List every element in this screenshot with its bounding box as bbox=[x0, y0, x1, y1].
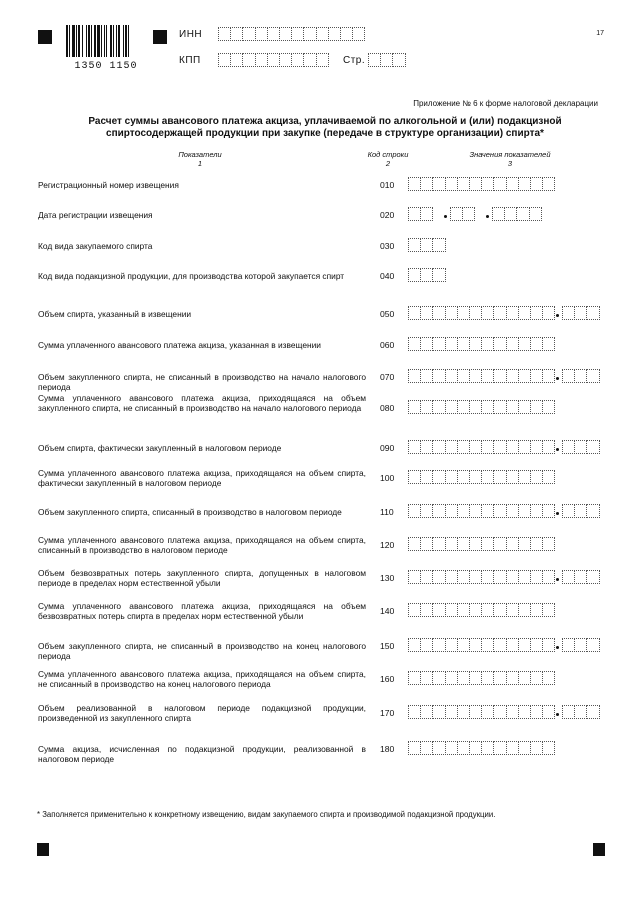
value-cell[interactable] bbox=[506, 369, 519, 383]
value-cell[interactable] bbox=[506, 337, 519, 351]
value-cell[interactable] bbox=[481, 369, 494, 383]
value-cell[interactable] bbox=[542, 369, 555, 383]
corner-marker-bottom-left bbox=[37, 843, 49, 856]
row-label: Регистрационный номер извещения bbox=[38, 180, 179, 190]
value-cell[interactable] bbox=[420, 400, 433, 414]
form-title-line-2: спиртосодержащей продукции при закупке (передаче в структуре организации) спирта* bbox=[106, 128, 544, 139]
value-cell[interactable] bbox=[493, 337, 506, 351]
value-cell[interactable] bbox=[506, 570, 519, 584]
barcode-bar bbox=[76, 25, 77, 57]
value-cell[interactable] bbox=[493, 369, 506, 383]
page-cell[interactable] bbox=[380, 53, 393, 67]
barcode-bar bbox=[104, 25, 105, 57]
corner-marker-top-left bbox=[38, 30, 52, 44]
date-month-cell[interactable] bbox=[462, 207, 475, 221]
value-cell[interactable] bbox=[506, 705, 519, 719]
value-cell[interactable] bbox=[481, 177, 494, 191]
value-cell[interactable] bbox=[481, 400, 494, 414]
row-label: Код вида закупаемого спирта bbox=[38, 241, 153, 251]
date-day-cell[interactable] bbox=[420, 207, 433, 221]
inn-cell[interactable] bbox=[352, 27, 365, 41]
barcode-bar bbox=[116, 25, 117, 57]
value-cell[interactable] bbox=[432, 306, 445, 320]
value-cell[interactable] bbox=[481, 603, 494, 617]
value-cell[interactable] bbox=[420, 705, 433, 719]
value-cell[interactable] bbox=[420, 369, 433, 383]
row-label: Объем закупленного спирта, не списанный в производство на конец налогового периода bbox=[38, 641, 366, 661]
value-fraction-cell[interactable] bbox=[574, 306, 587, 320]
value-cell[interactable] bbox=[432, 705, 445, 719]
barcode-bar bbox=[91, 25, 92, 57]
barcode-bar bbox=[123, 25, 124, 57]
value-cell[interactable] bbox=[518, 177, 531, 191]
value-cell[interactable] bbox=[518, 337, 531, 351]
corner-marker-top-right bbox=[153, 30, 167, 44]
value-fraction-cell[interactable] bbox=[586, 369, 599, 383]
value-cell[interactable] bbox=[493, 638, 506, 652]
column-header-values bbox=[455, 150, 565, 168]
value-cell[interactable] bbox=[457, 369, 470, 383]
value-cell[interactable] bbox=[506, 306, 519, 320]
value-cell[interactable] bbox=[457, 470, 470, 484]
value-cell[interactable] bbox=[432, 400, 445, 414]
value-cell[interactable] bbox=[518, 638, 531, 652]
kpp-cell[interactable] bbox=[316, 53, 329, 67]
value-fraction-cell[interactable] bbox=[574, 504, 587, 518]
column-header-values-num: 3 bbox=[507, 159, 513, 168]
value-cell[interactable] bbox=[457, 741, 470, 755]
value-cell[interactable] bbox=[481, 638, 494, 652]
kpp-cell[interactable] bbox=[291, 53, 304, 67]
decimal-point bbox=[556, 512, 559, 515]
barcode-bar bbox=[66, 25, 68, 57]
row-label: Сумма уплаченного авансового платежа акциза, приходящаяся на объем спирта, списанный в производство в налоговом периоде bbox=[38, 535, 366, 555]
row-code: 100 bbox=[380, 473, 395, 483]
column-header-code-name: Код строки bbox=[367, 150, 409, 159]
value-cell[interactable] bbox=[493, 671, 506, 685]
row-label: Объем спирта, фактически закупленный в налоговом периоде bbox=[38, 443, 282, 453]
value-cell[interactable] bbox=[481, 337, 494, 351]
value-fraction-cell[interactable] bbox=[574, 705, 587, 719]
value-cell[interactable] bbox=[481, 570, 494, 584]
value-cell[interactable] bbox=[481, 440, 494, 454]
row-label: Дата регистрации извещения bbox=[38, 210, 153, 220]
row-code: 170 bbox=[380, 708, 395, 718]
value-cell[interactable] bbox=[493, 470, 506, 484]
row-label: Сумма акциза, исчисленная по подакцизной продукции, реализованной в налоговом периоде bbox=[38, 744, 366, 764]
value-cell[interactable] bbox=[493, 705, 506, 719]
value-cell[interactable] bbox=[542, 337, 555, 351]
inn-label: ИНН bbox=[179, 29, 203, 40]
value-cell[interactable] bbox=[542, 537, 555, 551]
row-code: 070 bbox=[380, 372, 395, 382]
value-cell[interactable] bbox=[445, 603, 458, 617]
value-cell[interactable] bbox=[445, 570, 458, 584]
value-cell[interactable] bbox=[518, 470, 531, 484]
value-cell[interactable] bbox=[420, 470, 433, 484]
row-label: Объем безвозвратных потерь закупленного спирта, допущенных в налоговом периоде в пределах норм естественной убыли bbox=[38, 568, 366, 588]
value-cell[interactable] bbox=[445, 400, 458, 414]
row-label: Сумма уплаченного авансового платежа акциза, указанная в извещении bbox=[38, 340, 321, 350]
value-cell[interactable] bbox=[481, 741, 494, 755]
value-cell[interactable] bbox=[432, 238, 445, 252]
value-cell[interactable] bbox=[457, 306, 470, 320]
barcode-bar bbox=[94, 25, 96, 57]
row-label: Код вида подакцизной продукции, для производства которой закупается спирт bbox=[38, 271, 345, 281]
value-fraction-cell[interactable] bbox=[586, 504, 599, 518]
column-header-indicators-name: Показатели bbox=[178, 150, 222, 159]
value-cell[interactable] bbox=[420, 238, 433, 252]
value-cell[interactable] bbox=[542, 470, 555, 484]
value-cell[interactable] bbox=[445, 177, 458, 191]
value-fraction-cell[interactable] bbox=[586, 638, 599, 652]
value-cell[interactable] bbox=[420, 337, 433, 351]
value-cell[interactable] bbox=[457, 177, 470, 191]
row-code: 090 bbox=[380, 443, 395, 453]
value-cell[interactable] bbox=[432, 537, 445, 551]
value-cell[interactable] bbox=[518, 369, 531, 383]
value-fraction-cell[interactable] bbox=[574, 638, 587, 652]
value-cell[interactable] bbox=[542, 440, 555, 454]
value-cell[interactable] bbox=[506, 638, 519, 652]
inn-cell[interactable] bbox=[303, 27, 316, 41]
decimal-point bbox=[486, 215, 489, 218]
column-header-values-name: Значения показателей bbox=[469, 150, 551, 159]
barcode-bar bbox=[125, 25, 127, 57]
decimal-point bbox=[556, 448, 559, 451]
value-cell[interactable] bbox=[481, 705, 494, 719]
value-cell[interactable] bbox=[432, 470, 445, 484]
value-cell[interactable] bbox=[420, 268, 433, 282]
value-fraction-cell[interactable] bbox=[586, 705, 599, 719]
value-cell[interactable] bbox=[457, 603, 470, 617]
row-code: 060 bbox=[380, 340, 395, 350]
appendix-note: Приложение № 6 к форме налоговой декларации bbox=[413, 99, 598, 108]
value-cell[interactable] bbox=[542, 570, 555, 584]
row-code: 180 bbox=[380, 744, 395, 754]
value-cell[interactable] bbox=[506, 671, 519, 685]
row-code: 130 bbox=[380, 573, 395, 583]
row-label: Объем спирта, указанный в извещении bbox=[38, 309, 192, 319]
corner-marker-bottom-right bbox=[593, 843, 605, 856]
value-cell[interactable] bbox=[493, 603, 506, 617]
value-cell[interactable] bbox=[493, 177, 506, 191]
row-label: Объем закупленного спирта, списанный в производство в налоговом периоде bbox=[38, 507, 342, 517]
page-cell[interactable] bbox=[392, 53, 405, 67]
column-header-code-num: 2 bbox=[385, 159, 391, 168]
row-code: 140 bbox=[380, 606, 395, 616]
value-fraction-cell[interactable] bbox=[574, 440, 587, 454]
value-fraction-cell[interactable] bbox=[574, 570, 587, 584]
value-cell[interactable] bbox=[445, 705, 458, 719]
value-cell[interactable] bbox=[420, 306, 433, 320]
value-cell[interactable] bbox=[542, 638, 555, 652]
row-code: 020 bbox=[380, 210, 395, 220]
column-header-indicators-num: 1 bbox=[197, 159, 203, 168]
inn-cell[interactable] bbox=[328, 27, 341, 41]
inn-cell[interactable] bbox=[242, 27, 255, 41]
value-cell[interactable] bbox=[481, 306, 494, 320]
barcode-bar bbox=[110, 25, 112, 57]
decimal-point bbox=[556, 646, 559, 649]
value-cell[interactable] bbox=[542, 603, 555, 617]
value-cell[interactable] bbox=[493, 306, 506, 320]
value-cell[interactable] bbox=[457, 400, 470, 414]
value-cell[interactable] bbox=[420, 537, 433, 551]
value-cell[interactable] bbox=[445, 440, 458, 454]
barcode bbox=[66, 25, 146, 72]
barcode-bar bbox=[106, 25, 107, 57]
value-cell[interactable] bbox=[506, 177, 519, 191]
value-fraction-cell[interactable] bbox=[586, 440, 599, 454]
value-cell[interactable] bbox=[445, 537, 458, 551]
inn-cell[interactable] bbox=[230, 27, 243, 41]
value-cell[interactable] bbox=[420, 638, 433, 652]
value-cell[interactable] bbox=[457, 671, 470, 685]
value-cell[interactable] bbox=[445, 470, 458, 484]
value-cell[interactable] bbox=[542, 177, 555, 191]
row-code: 040 bbox=[380, 271, 395, 281]
value-cell[interactable] bbox=[481, 537, 494, 551]
page-number: 17 bbox=[596, 30, 604, 37]
inn-cell[interactable] bbox=[291, 27, 304, 41]
barcode-bar bbox=[69, 25, 70, 57]
value-cell[interactable] bbox=[493, 400, 506, 414]
value-cell[interactable] bbox=[506, 741, 519, 755]
value-cell[interactable] bbox=[481, 671, 494, 685]
value-cell[interactable] bbox=[542, 705, 555, 719]
row-code: 110 bbox=[380, 507, 394, 517]
value-cell[interactable] bbox=[445, 671, 458, 685]
value-cell[interactable] bbox=[518, 400, 531, 414]
form-title-line-1: Расчет суммы авансового платежа акциза, уплачиваемой по алкогольной и (или) подакцизной bbox=[88, 116, 562, 127]
value-cell[interactable] bbox=[420, 504, 433, 518]
row-code: 160 bbox=[380, 674, 395, 684]
value-cell[interactable] bbox=[506, 603, 519, 617]
value-fraction-cell[interactable] bbox=[586, 570, 599, 584]
value-cell[interactable] bbox=[445, 504, 458, 518]
value-cell[interactable] bbox=[457, 440, 470, 454]
row-label: Сумма уплаченного авансового платежа акциза, приходящаяся на объем спирта, не списанный в производство на конец налогового периода bbox=[38, 669, 366, 689]
value-cell[interactable] bbox=[518, 537, 531, 551]
barcode-bar bbox=[88, 25, 90, 57]
value-cell[interactable] bbox=[481, 504, 494, 518]
value-cell[interactable] bbox=[445, 638, 458, 652]
value-cell[interactable] bbox=[432, 638, 445, 652]
row-label: Сумма уплаченного авансового платежа акциза, приходящаяся на объем безвозвратных потерь спирта в пределах норм естественной убыли bbox=[38, 601, 366, 621]
barcode-bar bbox=[82, 25, 83, 57]
value-cell[interactable] bbox=[457, 504, 470, 518]
date-year-cell[interactable] bbox=[504, 207, 517, 221]
value-cell[interactable] bbox=[420, 741, 433, 755]
date-year-cell[interactable] bbox=[516, 207, 529, 221]
footnote: * Заполняется применительно к конкретному извещению, видам закупаемого спирта и производимой подакцизной продукции. bbox=[37, 810, 496, 819]
value-cell[interactable] bbox=[518, 741, 531, 755]
value-fraction-cell[interactable] bbox=[586, 306, 599, 320]
row-code: 010 bbox=[380, 180, 395, 190]
value-cell[interactable] bbox=[445, 741, 458, 755]
value-cell[interactable] bbox=[518, 306, 531, 320]
value-cell[interactable] bbox=[493, 570, 506, 584]
barcode-bar bbox=[128, 25, 129, 57]
value-cell[interactable] bbox=[518, 671, 531, 685]
value-cell[interactable] bbox=[481, 470, 494, 484]
value-cell[interactable] bbox=[432, 741, 445, 755]
barcode-number: 1350 1150 bbox=[74, 61, 138, 72]
value-cell[interactable] bbox=[506, 470, 519, 484]
inn-cell[interactable] bbox=[255, 27, 268, 41]
value-cell[interactable] bbox=[506, 504, 519, 518]
value-cell[interactable] bbox=[432, 440, 445, 454]
value-cell[interactable] bbox=[457, 337, 470, 351]
value-cell[interactable] bbox=[445, 337, 458, 351]
barcode-bar bbox=[72, 25, 75, 57]
value-cell[interactable] bbox=[457, 638, 470, 652]
value-cell[interactable] bbox=[420, 603, 433, 617]
row-code: 150 bbox=[380, 641, 395, 651]
value-cell[interactable] bbox=[493, 741, 506, 755]
barcode-bars bbox=[66, 25, 146, 57]
value-cell[interactable] bbox=[420, 440, 433, 454]
barcode-bar bbox=[86, 25, 87, 57]
barcode-bar bbox=[101, 25, 102, 57]
value-cell[interactable] bbox=[432, 177, 445, 191]
value-cell[interactable] bbox=[542, 741, 555, 755]
value-cell[interactable] bbox=[432, 570, 445, 584]
value-cell[interactable] bbox=[518, 504, 531, 518]
barcode-bar bbox=[97, 25, 100, 57]
value-cell[interactable] bbox=[445, 369, 458, 383]
barcode-bar bbox=[113, 25, 114, 57]
row-label: Сумма уплаченного авансового платежа акциза, приходящаяся на объем закупленного спирта, не списанный в производство на начало налогового периода bbox=[38, 393, 366, 413]
value-cell[interactable] bbox=[420, 177, 433, 191]
value-cell[interactable] bbox=[457, 705, 470, 719]
value-cell[interactable] bbox=[506, 440, 519, 454]
column-header-code bbox=[358, 150, 418, 168]
value-cell[interactable] bbox=[542, 400, 555, 414]
row-code: 050 bbox=[380, 309, 395, 319]
value-cell[interactable] bbox=[518, 570, 531, 584]
value-cell[interactable] bbox=[432, 504, 445, 518]
value-cell[interactable] bbox=[432, 671, 445, 685]
value-cell[interactable] bbox=[542, 671, 555, 685]
value-cell[interactable] bbox=[432, 268, 445, 282]
value-cell[interactable] bbox=[432, 337, 445, 351]
value-cell[interactable] bbox=[493, 440, 506, 454]
barcode-bar bbox=[118, 25, 120, 57]
value-fraction-cell[interactable] bbox=[574, 369, 587, 383]
value-cell[interactable] bbox=[542, 504, 555, 518]
decimal-point bbox=[556, 713, 559, 716]
kpp-cell[interactable] bbox=[267, 53, 280, 67]
value-cell[interactable] bbox=[432, 603, 445, 617]
date-year-cell[interactable] bbox=[529, 207, 542, 221]
kpp-cell[interactable] bbox=[255, 53, 268, 67]
inn-cell[interactable] bbox=[316, 27, 329, 41]
decimal-point bbox=[556, 314, 559, 317]
value-cell[interactable] bbox=[493, 504, 506, 518]
column-header-indicators bbox=[150, 150, 250, 168]
value-cell[interactable] bbox=[493, 537, 506, 551]
value-cell[interactable] bbox=[420, 570, 433, 584]
decimal-point bbox=[444, 215, 447, 218]
inn-cell[interactable] bbox=[267, 27, 280, 41]
kpp-cell[interactable] bbox=[242, 53, 255, 67]
row-label: Объем реализованной в налоговом периоде подакцизной продукции, произведенной из закупленного спирта bbox=[38, 703, 366, 723]
page-label: Стр. bbox=[343, 55, 366, 66]
barcode-bar bbox=[78, 25, 80, 57]
value-cell[interactable] bbox=[542, 306, 555, 320]
row-label: Сумма уплаченного авансового платежа акциза, приходящаяся на объем спирта, фактически закупленный в налоговом периоде bbox=[38, 468, 366, 488]
decimal-point bbox=[556, 377, 559, 380]
row-code: 030 bbox=[380, 241, 395, 251]
form-title bbox=[60, 116, 590, 140]
row-code: 120 bbox=[380, 540, 395, 550]
value-cell[interactable] bbox=[506, 400, 519, 414]
row-label: Объем закупленного спирта, не списанный в производство на начало налогового периода bbox=[38, 372, 366, 392]
value-cell[interactable] bbox=[518, 440, 531, 454]
decimal-point bbox=[556, 578, 559, 581]
value-cell[interactable] bbox=[457, 570, 470, 584]
value-cell[interactable] bbox=[457, 537, 470, 551]
value-cell[interactable] bbox=[420, 671, 433, 685]
value-cell[interactable] bbox=[518, 705, 531, 719]
kpp-cell[interactable] bbox=[230, 53, 243, 67]
row-code: 080 bbox=[380, 403, 395, 413]
kpp-cell[interactable] bbox=[303, 53, 316, 67]
value-cell[interactable] bbox=[518, 603, 531, 617]
value-cell[interactable] bbox=[432, 369, 445, 383]
kpp-label: КПП bbox=[179, 55, 201, 66]
value-cell[interactable] bbox=[445, 306, 458, 320]
value-cell[interactable] bbox=[506, 537, 519, 551]
